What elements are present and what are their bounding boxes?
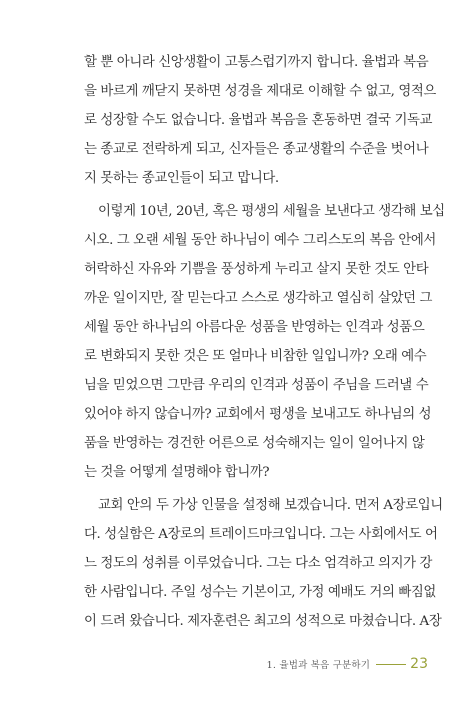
text-line: 이 드려 왔습니다. 제자훈련은 최고의 성적으로 마쳤습니다. A장 [84,614,442,629]
text-line: 품을 반영하는 경건한 어른으로 성숙해지는 일이 일어나지 않 [84,436,425,451]
text-line: 로 변화되지 못한 것은 또 얼마나 비참한 일입니까? 오래 예수 [84,349,427,364]
text-line: 이렇게 10년, 20년, 혹은 평생의 세월을 보낸다고 생각해 보십 [98,204,445,219]
page-footer [0,656,428,678]
body-text [84,48,444,640]
footer-rule [376,664,406,665]
text-line: 할 뿐 아니라 신앙생활이 고통스럽기까지 합니다. 율법과 복음 [84,55,429,70]
text-line: 님을 믿었으면 그만큼 우리의 인격과 성품이 주님을 드러낼 수 [84,378,429,393]
page-number: 23 [410,656,428,672]
text-line: 한 사람입니다. 주일 성수는 기본이고, 가정 예배도 거의 빠짐없 [84,585,436,600]
text-line: 허락하신 자유와 기쁨을 풍성하게 누리고 살지 못한 것도 안타 [84,262,429,277]
text-line: 는 종교로 전락하게 되고, 신자들은 종교생활의 수준을 벗어나 [84,142,429,157]
paragraph-1 [84,48,444,193]
text-line: 교회 안의 두 가상 인물을 설정해 보겠습니다. 먼저 A장로입니 [98,498,443,513]
chapter-title: 1. 율법과 복음 구분하기 [266,660,371,671]
text-line: 시오. 그 오랜 세월 동안 하나님이 예수 그리스도의 복음 안에서 [84,233,436,248]
text-line: 는 것을 어떻게 설명해야 합니까? [84,465,270,480]
text-line: 다. 성실함은 A장로의 트레이드마크입니다. 그는 사회에서도 어 [84,527,438,542]
text-line: 을 바르게 깨닫지 못하면 성경을 제대로 이해할 수 없고, 영적으 [84,84,436,99]
paragraph-3 [84,491,444,636]
text-line: 지 못하는 종교인들이 되고 맙니다. [84,171,279,186]
text-line: 느 정도의 성취를 이루었습니다. 그는 다소 엄격하고 의지가 강 [84,556,433,571]
text-line: 있어야 하지 않습니까? 교회에서 평생을 보내고도 하나님의 성 [84,407,432,422]
text-line: 세월 동안 하나님의 아름다운 성품을 반영하는 인격과 성품으 [84,320,425,335]
text-line: 로 성장할 수도 없습니다. 율법과 복음을 혼동하면 결국 기독교 [84,113,433,128]
paragraph-2 [84,197,444,487]
text-line: 까운 일이지만, 잘 믿는다고 스스로 생각하고 열심히 살았던 그 [84,291,433,306]
